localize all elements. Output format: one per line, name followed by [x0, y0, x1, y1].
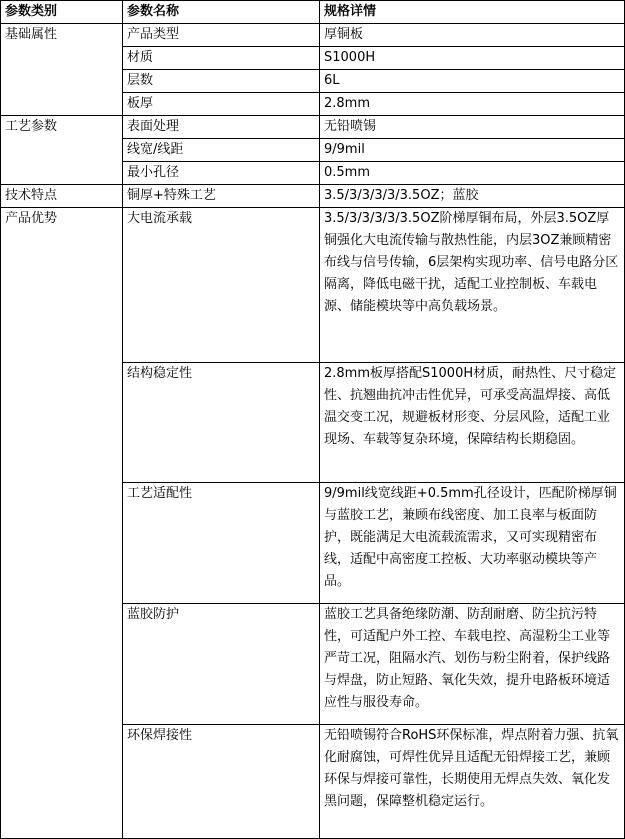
param-name-cell: 工艺适配性: [123, 483, 320, 604]
param-name-cell: 产品类型: [123, 24, 320, 47]
header-category: 参数类别: [1, 1, 123, 24]
param-name-cell: 材质: [123, 47, 320, 70]
param-value-cell: 2.8mm板厚搭配S1000H材质，耐热性、尺寸稳定性、抗翘曲抗冲击性优异，可承受高温焊接、高低温交变工况，规避板材形变、分层风险，适配工业现场、车载等复杂环境，保障结构长期稳固。: [320, 363, 625, 483]
param-value-cell: 无铅喷锡: [320, 116, 625, 139]
header-name: 参数名称: [123, 1, 320, 24]
param-value-cell: 2.8mm: [320, 93, 625, 116]
param-name-cell: 大电流承载: [123, 208, 320, 363]
table-row: [1, 208, 625, 363]
param-value-cell: 9/9mil: [320, 139, 625, 162]
param-value-cell: S1000H: [320, 47, 625, 70]
param-name-cell: 表面处理: [123, 116, 320, 139]
table-row: [1, 24, 625, 47]
param-name-cell: 线宽/线距: [123, 139, 320, 162]
param-value-cell: 0.5mm: [320, 162, 625, 185]
param-name-cell: 板厚: [123, 93, 320, 116]
category-cell-basic: 基础属性: [1, 24, 123, 116]
param-value-cell: 蓝胶工艺具备绝缘防潮、防刮耐磨、防尘抗污特性，可适配户外工控、车载电控、高湿粉尘工业等严苛工况，阻隔水汽、划伤与粉尘附着，保护线路与焊盘，防止短路、氧化失效，提升电路板环境适应性与服役寿命。: [320, 604, 625, 725]
param-name-cell: 环保焊接性: [123, 725, 320, 839]
header-row: [1, 1, 625, 24]
param-value-cell: 6L: [320, 70, 625, 93]
category-cell-advantages: 产品优势: [1, 208, 123, 839]
param-value-cell: 厚铜板: [320, 24, 625, 47]
category-cell-tech: 技术特点: [1, 185, 123, 208]
table-row: [1, 185, 625, 208]
param-name-cell: 层数: [123, 70, 320, 93]
header-detail: 规格详情: [320, 1, 625, 24]
param-name-cell: 结构稳定性: [123, 363, 320, 483]
table-row: [1, 116, 625, 139]
param-value-cell: 3.5/3/3/3/3/3.5OZ；蓝胶: [320, 185, 625, 208]
param-value-cell: 3.5/3/3/3/3/3.5OZ阶梯厚铜布局，外层3.5OZ厚铜强化大电流传输与散热性能，内层3OZ兼顾精密布线与信号传输，6层架构实现功率、信号电路分区隔离，降低电磁干扰，适配工业控制板、车载电源、储能模块等中高负载场景。: [320, 208, 625, 363]
param-name-cell: 铜厚+特殊工艺: [123, 185, 320, 208]
param-value-cell: 无铅喷锡符合RoHS环保标准，焊点附着力强、抗氧化耐腐蚀，可焊性优异且适配无铅焊接工艺，兼顾环保与焊接可靠性，长期使用无焊点失效、氧化发黑问题，保障整机稳定运行。: [320, 725, 625, 839]
param-value-cell: 9/9mil线宽线距+0.5mm孔径设计，匹配阶梯厚铜与蓝胶工艺，兼顾布线密度、加工良率与板面防护，既能满足大电流载流需求，又可实现精密布线，适配中高密度工控板、大功率驱动模块等产品。: [320, 483, 625, 604]
category-cell-process: 工艺参数: [1, 116, 123, 185]
param-name-cell: 最小孔径: [123, 162, 320, 185]
param-name-cell: 蓝胶防护: [123, 604, 320, 725]
